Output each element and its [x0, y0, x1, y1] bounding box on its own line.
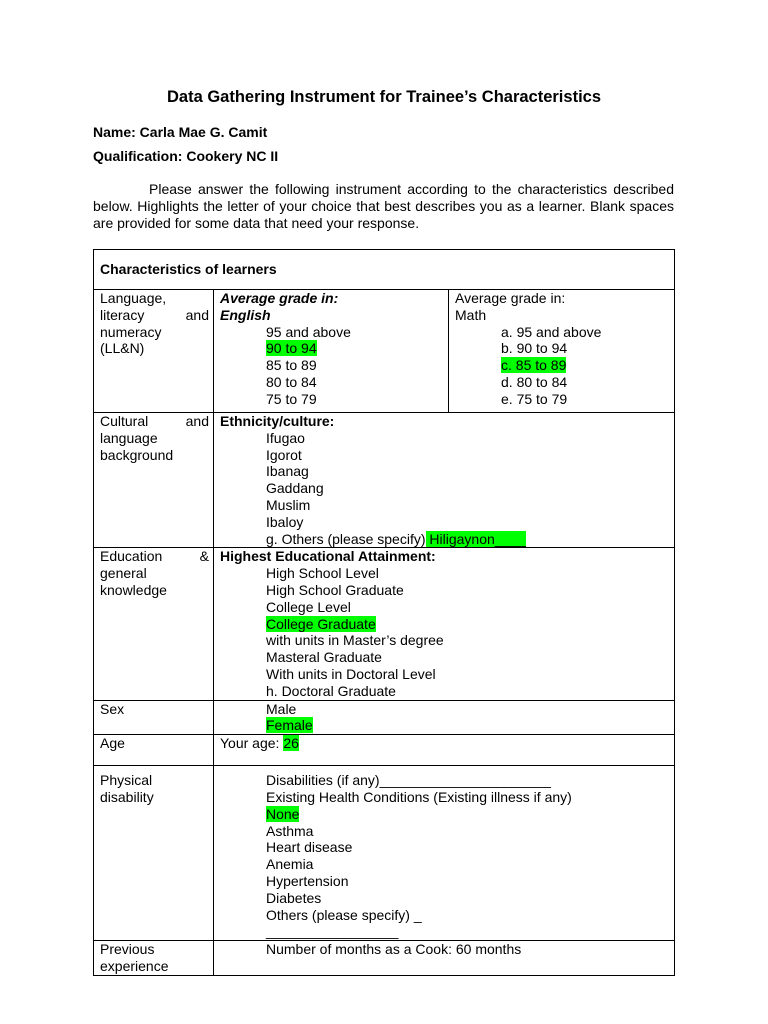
- culture-option[interactable]: Gaddang: [266, 480, 324, 497]
- row-label-physical: Physical disability: [94, 766, 214, 941]
- health-others-field[interactable]: Others (please specify) _: [266, 906, 422, 923]
- math-option-list: [455, 324, 670, 408]
- education-option[interactable]: College Level: [266, 598, 351, 615]
- education-option[interactable]: h. Doctoral Graduate: [266, 682, 396, 699]
- table-row-education: [94, 548, 675, 700]
- culture-option[interactable]: Muslim: [266, 496, 311, 513]
- english-option-selected[interactable]: 90 to 94: [266, 340, 317, 357]
- english-heading-1: Average grade in:: [220, 290, 339, 306]
- instructions-text: Please answer the following instrument according to the characteristics described below. Highlights the letter of your choice that best describes you as a learner. Blank spaces are provided for some data that need your response.: [93, 181, 674, 231]
- row-label-lln: Language, literacy and numeracy (LL&N): [94, 290, 214, 413]
- education-option-list: [220, 565, 670, 699]
- english-option[interactable]: 95 and above: [266, 323, 351, 340]
- culture-cell: [214, 413, 675, 548]
- culture-option-list: [220, 430, 670, 548]
- table-row-sex: [94, 700, 675, 735]
- math-heading-2: Math: [455, 306, 487, 323]
- age-prompt: Your age:: [220, 735, 284, 752]
- education-cell: [214, 548, 675, 700]
- age-cell: [214, 735, 675, 766]
- document-title: Data Gathering Instrument for Trainee’s Characteristics: [166, 88, 602, 106]
- education-heading: Highest Educational Attainment:: [220, 548, 436, 565]
- row-label-sex: Sex: [94, 700, 214, 735]
- row-label-culture: Cultural and language background: [94, 413, 214, 548]
- table-row-lln: [94, 290, 675, 413]
- education-option[interactable]: with units in Master’s degree: [266, 632, 444, 649]
- table-row-culture: [94, 413, 675, 548]
- table-header: Characteristics of learners: [94, 250, 675, 290]
- education-option[interactable]: Masteral Graduate: [266, 649, 382, 666]
- row-label-age: Age: [94, 735, 214, 766]
- table-header-row: [94, 250, 675, 290]
- sex-option-list: [220, 701, 670, 735]
- sex-option-selected[interactable]: Female: [266, 717, 313, 734]
- health-option[interactable]: Heart disease: [266, 839, 353, 856]
- health-option[interactable]: Diabetes: [266, 889, 322, 906]
- culture-option[interactable]: Ibaloy: [266, 513, 304, 530]
- culture-option[interactable]: Ifugao: [266, 429, 305, 446]
- table-row-physical: [94, 766, 675, 941]
- math-option[interactable]: b. 90 to 94: [501, 340, 568, 357]
- disabilities-field[interactable]: Disabilities (if any)______________________: [266, 772, 551, 789]
- table-row-age: [94, 735, 675, 766]
- math-option[interactable]: a. 95 and above: [501, 323, 602, 340]
- math-option[interactable]: e. 75 to 79: [501, 390, 568, 407]
- trainee-qualification: Qualification: Cookery NC II: [93, 148, 279, 164]
- health-option[interactable]: Hypertension: [266, 872, 349, 889]
- health-option[interactable]: Anemia: [266, 856, 314, 873]
- physical-cell: [214, 766, 675, 941]
- health-heading: Existing Health Conditions (Existing illness if any): [266, 788, 572, 805]
- health-option-selected[interactable]: None: [266, 805, 300, 822]
- culture-others-answer[interactable]: Hiligaynon____: [425, 530, 526, 547]
- characteristics-table: [93, 249, 675, 976]
- experience-text: Number of months as a Cook: 60 months: [266, 941, 522, 958]
- english-option-list: [220, 324, 444, 408]
- lln-grades-cell: [214, 290, 675, 413]
- instructions-paragraph: [93, 181, 674, 232]
- math-grade-column: [449, 290, 675, 412]
- culture-option[interactable]: Ibanag: [266, 463, 309, 480]
- education-option[interactable]: High School Graduate: [266, 581, 404, 598]
- math-option-selected[interactable]: c. 85 to 89: [501, 357, 567, 374]
- table-row-experience: [94, 941, 675, 976]
- education-option[interactable]: High School Level: [266, 565, 379, 582]
- physical-option-list: [220, 772, 670, 940]
- education-option-selected[interactable]: College Graduate: [266, 615, 376, 632]
- health-option[interactable]: Asthma: [266, 822, 314, 839]
- trainee-name: Name: Carla Mae G. Camit: [93, 124, 268, 140]
- sex-option[interactable]: Male: [266, 700, 297, 717]
- english-option[interactable]: 85 to 89: [266, 357, 317, 374]
- row-label-education: Education & general knowledge: [94, 548, 214, 700]
- english-heading-2: English: [220, 306, 271, 323]
- health-others-blank[interactable]: _________________: [266, 923, 399, 940]
- sex-cell: [214, 700, 675, 735]
- english-option[interactable]: 80 to 84: [266, 373, 317, 390]
- experience-cell: [214, 941, 675, 976]
- culture-heading: Ethnicity/culture:: [220, 413, 335, 429]
- culture-option[interactable]: Igorot: [266, 446, 302, 463]
- row-label-experience: Previous experience: [94, 941, 214, 976]
- math-option[interactable]: d. 80 to 84: [501, 373, 568, 390]
- education-option[interactable]: With units in Doctoral Level: [266, 665, 436, 682]
- english-option[interactable]: 75 to 79: [266, 390, 317, 407]
- math-heading-1: Average grade in:: [455, 290, 566, 306]
- age-answer[interactable]: 26: [283, 735, 299, 752]
- english-grade-column: [214, 290, 449, 412]
- culture-others-option[interactable]: g. Others (please specify) Hiligaynon____: [266, 530, 526, 547]
